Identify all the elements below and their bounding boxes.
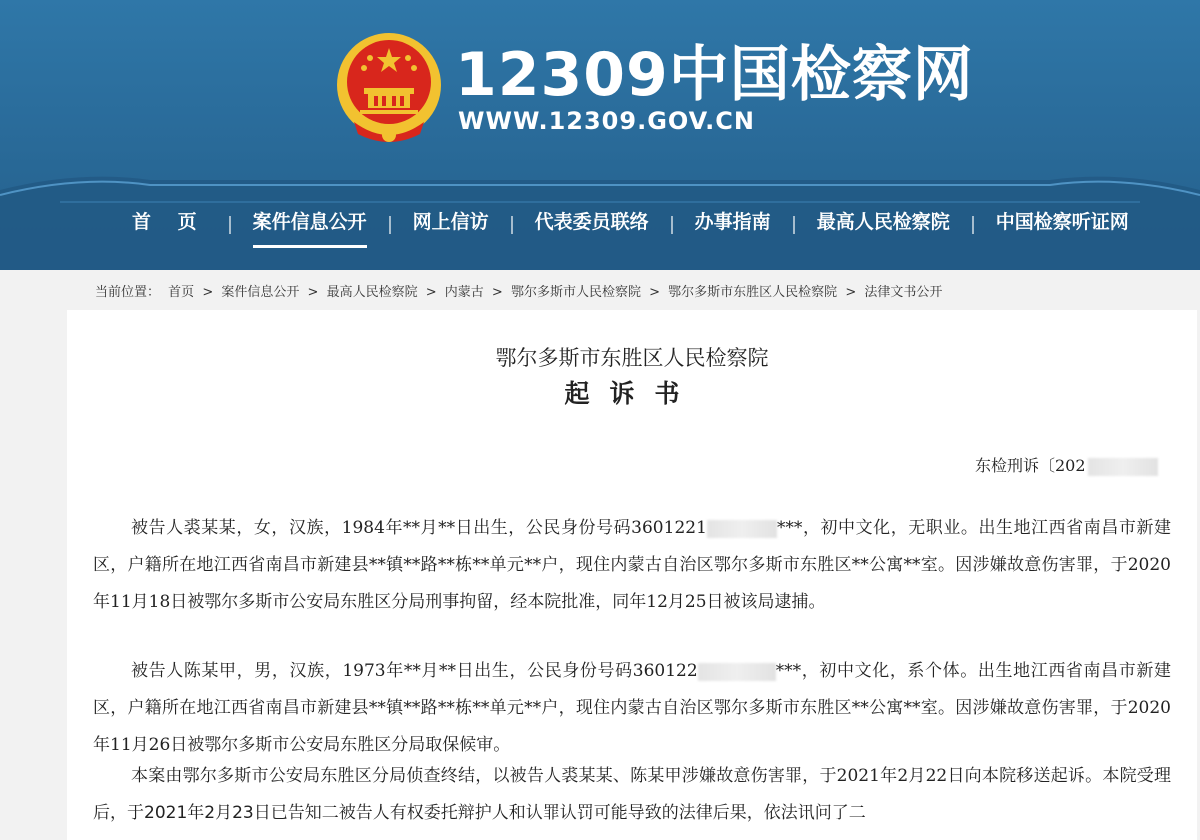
breadcrumb-item-dongsheng[interactable]: 鄂尔多斯市东胜区人民检察院 — [668, 285, 838, 300]
paragraph-text: 本院受理后，于2021年2月23日已告知二被告人有权委托辩护人和认罪认罚可能导致的法律后果，依法讯问了二 — [93, 766, 1171, 823]
document-number — [975, 453, 1158, 476]
document-number-text: 东检刑诉〔202 — [975, 456, 1086, 475]
redacted-block — [707, 520, 777, 538]
breadcrumb-item-supreme[interactable]: 最高人民检察院 — [326, 285, 418, 300]
paragraph-text: ***，初中文化，系个体。出生地江西省南昌市新建区，户籍所在地江西省南昌市新建县**镇**路**栋**单元**户，现住内蒙古自治区鄂尔多斯市东胜区**公寓**室。因涉嫌故意伤害罪，于2020年11月26日被鄂尔多斯市公安局东胜区分局取保候审。 — [93, 661, 1171, 755]
paragraph-defendant-1 — [93, 510, 1171, 621]
breadcrumb-separator: > — [425, 285, 437, 300]
site-header — [0, 0, 1200, 270]
breadcrumb-item-ordos[interactable]: 鄂尔多斯市人民检察院 — [510, 285, 641, 300]
nav-representative-liaison[interactable]: 代表委员联络 — [534, 211, 649, 233]
paragraph-defendant-2 — [93, 653, 1171, 764]
main-nav — [110, 195, 1151, 255]
national-emblem-icon — [334, 30, 444, 146]
paragraph-case-history — [93, 758, 1171, 832]
nav-home[interactable]: 首 页 — [132, 211, 207, 233]
nav-case-info[interactable]: 案件信息公开 — [231, 196, 389, 254]
paragraph-text: 本案由鄂尔多斯市公安局东胜区分局侦查终结，以被告人裘某某、陈某甲涉嫌故意伤害罪，于2021年2月22日向本院移送起诉。 — [131, 766, 1103, 786]
breadcrumb-separator: > — [649, 285, 661, 300]
nav-petition[interactable]: 网上信访 — [412, 211, 489, 233]
nav-supreme-procuratorate[interactable]: 最高人民检察院 — [816, 211, 950, 233]
breadcrumb-prefix: 当前位置： — [95, 285, 161, 300]
paragraph-text: 被告人陈某甲，男，汉族，1973年**月**日出生，公民身份号码360122 — [131, 661, 698, 681]
redacted-block — [698, 663, 776, 681]
nav-hearing-network[interactable]: 中国检察听证网 — [995, 211, 1129, 233]
breadcrumb-item-inner-mongolia[interactable]: 内蒙古 — [444, 285, 484, 300]
breadcrumb — [95, 281, 946, 300]
breadcrumb-separator: > — [491, 285, 503, 300]
paragraph-text: ***，初中文化，无职业。出生地江西省南昌市新建区，户籍所在地江西省南昌市新建县**镇**路**栋**单元**户，现住内蒙古自治区鄂尔多斯市东胜区**公寓**室。因涉嫌故意伤害罪，于2020年11月18日被鄂尔多斯市公安局东胜区分局刑事拘留，经本院批准，同年12月25日被该局逮捕。 — [93, 518, 1171, 612]
site-url: WWW.12309.GOV.CN — [458, 107, 755, 135]
breadcrumb-item-legal-docs[interactable]: 法律文书公开 — [864, 285, 943, 300]
breadcrumb-item-home[interactable]: 首页 — [168, 285, 195, 300]
breadcrumb-separator: > — [307, 285, 319, 300]
document-title: 起诉书 — [564, 379, 700, 408]
breadcrumb-separator: > — [845, 285, 857, 300]
site-title: 12309中国检察网 — [455, 40, 974, 110]
paragraph-text: 被告人裘某某，女，汉族，1984年**月**日出生，公民身份号码3601221 — [131, 518, 707, 538]
breadcrumb-separator: > — [202, 285, 214, 300]
document-panel — [67, 310, 1197, 840]
document-org: 鄂尔多斯市东胜区人民检察院 — [495, 346, 769, 370]
redacted-block — [1088, 458, 1158, 476]
breadcrumb-item-case-info[interactable]: 案件信息公开 — [221, 285, 300, 300]
nav-service-guide[interactable]: 办事指南 — [694, 211, 771, 233]
